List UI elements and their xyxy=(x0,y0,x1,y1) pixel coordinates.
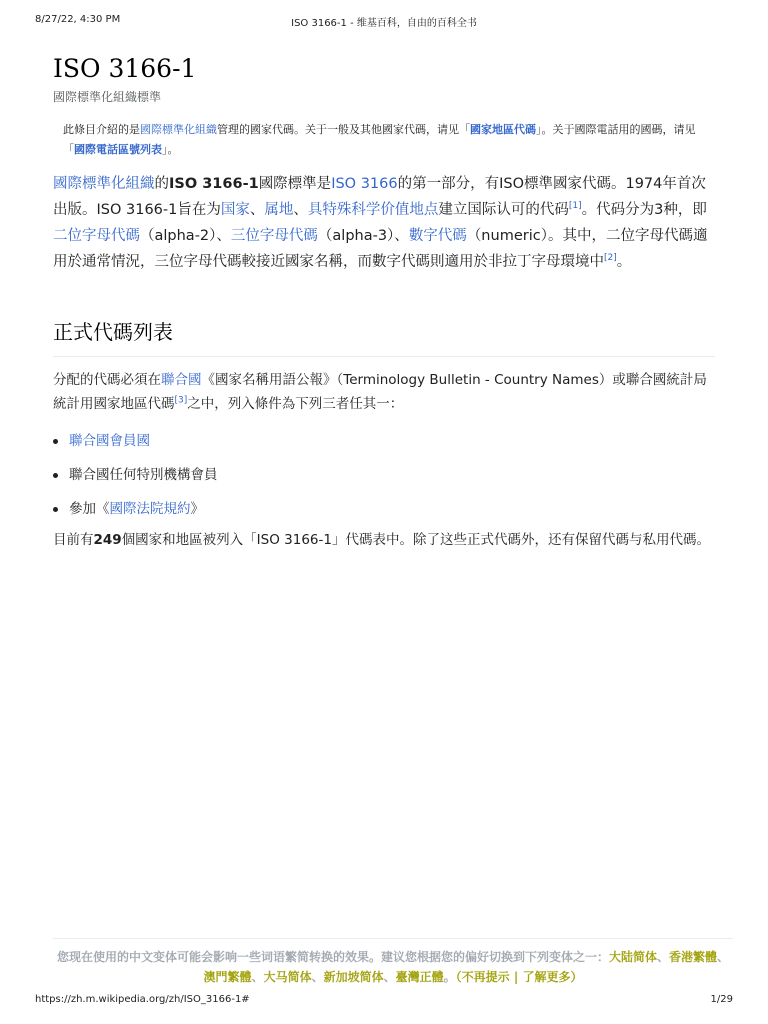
section-paragraph-1 xyxy=(53,368,715,416)
link-alpha-2[interactable]: 二位字母代碼 xyxy=(53,228,140,244)
intro-text: 的第一部分，有ISO標準國家代碼。1974年首次出版。ISO 3166-1旨在为 xyxy=(53,176,706,218)
para-text: 《國家名稱用語公報》（Terminology Bulletin - Country Names）或聯合國統計局統計用國家地區代碼 xyxy=(53,372,707,412)
ref-1[interactable]: [1] xyxy=(568,201,582,212)
link-un-members[interactable]: 聯合國會員國 xyxy=(69,433,150,449)
learn-more-link[interactable]: 了解更多 xyxy=(522,970,571,984)
link-alpha-3[interactable]: 三位字母代碼 xyxy=(230,228,318,244)
intro-text: 、 xyxy=(249,202,265,218)
criteria-list xyxy=(53,428,218,530)
notice-bar: | xyxy=(509,970,523,984)
intro-text: 、 xyxy=(293,202,308,218)
section-paragraph-2 xyxy=(53,528,715,552)
intro-text: 建立国际认可的代码 xyxy=(438,202,569,218)
ref-3[interactable]: [3] xyxy=(174,395,188,406)
hatnote-text: 」。关于國際電話用的國碼，请见「 xyxy=(63,123,696,156)
hatnote-text: 管理的國家代碼。关于一般及其他國家代碼，请见「 xyxy=(217,123,470,136)
notice-sep: 、 xyxy=(251,970,264,984)
intro-text: （alpha-2）、 xyxy=(140,228,231,244)
notice-paren: （ xyxy=(455,970,462,984)
link-iso-3166[interactable]: ISO 3166 xyxy=(331,176,398,192)
section-heading[interactable]: 正式代碼列表 xyxy=(53,320,173,344)
list-item xyxy=(53,496,218,530)
para-text: 個國家和地區被列入「ISO 3166-1」代碼表中。除了这些正式代碼外，还有保留代碼与私用代碼。 xyxy=(121,532,710,548)
hatnote xyxy=(63,120,715,160)
print-header xyxy=(0,14,768,30)
variant-link-malaysia[interactable]: 大马简体 xyxy=(263,970,312,984)
link-calling-codes[interactable]: 國際電話區號列表 xyxy=(74,143,162,156)
link-country-codes[interactable]: 國家地區代碼 xyxy=(470,123,536,136)
variant-link-macau[interactable]: 澳門繁體 xyxy=(203,970,252,984)
variant-link-taiwan[interactable]: 臺灣正體 xyxy=(395,970,444,984)
notice-sep: 、 xyxy=(311,970,324,984)
intro-text: 。代码分为3种，即 xyxy=(581,202,707,218)
list-item-text: 聯合國任何特別機構會員 xyxy=(69,467,218,483)
link-iso[interactable]: 國際標準化組織 xyxy=(53,176,155,192)
para-text: 目前有 xyxy=(53,532,94,548)
link-territory[interactable]: 属地 xyxy=(264,202,294,218)
dismiss-link[interactable]: 不再提示 xyxy=(461,970,510,984)
link-country[interactable]: 国家 xyxy=(220,202,250,218)
intro-text: 的 xyxy=(154,176,169,192)
page-title: ISO 3166-1 xyxy=(53,54,197,83)
intro-text: （alpha-3）、 xyxy=(317,228,409,244)
print-tab-title: ISO 3166-1 - 维基百科，自由的百科全书 xyxy=(291,18,477,29)
link-icj-statute[interactable]: 國際法院規約 xyxy=(109,501,191,517)
page-subtitle: 國際標準化組織標準 xyxy=(53,90,162,104)
section-divider xyxy=(53,356,715,357)
intro-bold-term: ISO 3166-1 xyxy=(169,176,259,192)
print-url: https://zh.m.wikipedia.org/zh/ISO_3166-1# xyxy=(35,994,250,1005)
variant-link-hongkong[interactable]: 香港繁體 xyxy=(669,950,718,964)
print-datetime: 8/27/22, 4:30 PM xyxy=(35,14,121,25)
print-footer xyxy=(0,994,768,1010)
intro-text: 國際標準是 xyxy=(258,176,332,192)
hatnote-text: 」。 xyxy=(162,143,179,156)
notice-sep: 、 xyxy=(717,950,730,964)
ref-2[interactable]: [2] xyxy=(604,253,617,264)
print-page-count: 1/29 xyxy=(710,994,733,1005)
hatnote-text: 此條目介紹的是 xyxy=(63,123,140,136)
link-un[interactable]: 聯合國 xyxy=(161,372,202,388)
notice-text: 您现在使用的中文变体可能会影响一些词语繁简转换的效果。建议您根据您的偏好切换到下列变体之一： xyxy=(56,950,609,964)
list-item xyxy=(53,462,218,496)
list-item-text: 參加《 xyxy=(69,501,110,517)
link-iso-organization[interactable]: 國際標準化組織 xyxy=(140,123,217,136)
intro-text: 。 xyxy=(616,254,632,270)
link-special-area[interactable]: 具特殊科学价值地点 xyxy=(307,202,439,218)
para-text: 之中，列入條件為下列三者任其一： xyxy=(187,396,404,412)
variant-link-mainland[interactable]: 大陆简体 xyxy=(608,950,657,964)
intro-text: （numeric）。其中，二位字母代碼適用於通常情況，三位字母代碼較接近國家名稱，而數字代碼則適用於非拉丁字母環境中 xyxy=(53,228,708,270)
para-text: 分配的代碼必須在 xyxy=(53,372,161,388)
count-bold: 249 xyxy=(93,532,122,548)
link-numeric[interactable]: 數字代碼 xyxy=(408,228,467,244)
list-item-text: 》 xyxy=(190,501,204,517)
notice-sep: 、 xyxy=(383,970,396,984)
list-item xyxy=(53,428,218,462)
notice-end: 。 xyxy=(443,970,456,984)
variant-link-singapore[interactable]: 新加坡简体 xyxy=(323,970,384,984)
notice-paren: ） xyxy=(570,970,583,984)
intro-paragraph xyxy=(53,171,715,275)
notice-sep: 、 xyxy=(656,950,669,964)
variant-notice xyxy=(53,938,733,987)
